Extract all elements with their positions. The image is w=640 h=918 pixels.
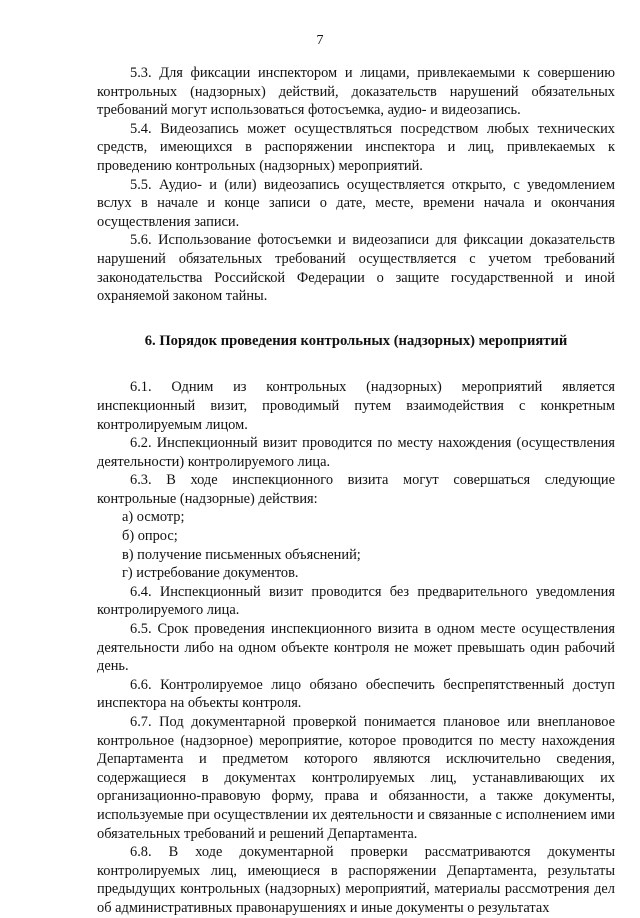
section-6-heading: 6. Порядок проведения контрольных (надзорных) мероприятий xyxy=(144,332,568,349)
paragraph-5-4: 5.4. Видеозапись может осуществляться посредством любых технических средств, имеющихся в распоряжении инспектора и лиц, привлекаемых к проведению контрольных (надзорных) мероприятий. xyxy=(97,120,615,174)
paragraph-6-3: 6.3. В ходе инспекционного визита могут совершаться следующие контрольные (надзорные) действия: xyxy=(97,472,615,507)
list-item-documents-request: г) истребование документов. xyxy=(122,565,299,582)
paragraph-6-8: 6.8. В ходе документарной проверки рассматриваются документы контролируемых лиц, имеющиеся в распоряжении Департамента, результаты предыдущих контрольных (надзорных) мероприятий, материалы рассмотрения дел об административных правонарушениях и иные документы о результатах xyxy=(97,844,615,916)
paragraph-6-5: 6.5. Срок проведения инспекционного визита в одном месте осуществления деятельности либо на одном объекте контроля не может превышать один рабочий день. xyxy=(97,621,615,675)
paragraph-6-7: 6.7. Под документарной проверкой понимается плановое или внеплановое контрольное (надзорное) мероприятие, которое проводится по месту нахождения Департамента и предметом которого являются исключительно сведения, содержащиеся в документах контролируемых лиц, устанавливающих их организационно-правовую форму, права и обязанности, а также документы, используемые при осуществлении их деятельности и связанные с исполнением ими обязательных требований и решений Департамента. xyxy=(97,714,615,842)
list-item-interview: б) опрос; xyxy=(122,528,178,545)
document-body xyxy=(97,64,615,918)
paragraph-6-1: 6.1. Одним из контрольных (надзорных) мероприятий является инспекционный визит, проводимый путем взаимодействия с конкретным контролируемым лицом. xyxy=(97,379,615,433)
page-number: 7 xyxy=(316,33,324,48)
paragraph-5-6: 5.6. Использование фотосъемки и видеозаписи для фиксации доказательств нарушений обязательных требований осуществляется с учетом требований законодательства Российской Федерации о защите государственной и иной охраняемой законом тайны. xyxy=(97,232,615,305)
paragraph-5-5: 5.5. Аудио- и (или) видеозапись осуществляется открыто, с уведомлением вслух в начале и конце записи о дате, месте, времени начала и окончания осуществления записи. xyxy=(97,176,615,230)
list-item-written-explanations: в) получение письменных объяснений; xyxy=(122,546,361,563)
paragraph-5-3: 5.3. Для фиксации инспектором и лицами, привлекаемыми к совершению контрольных (надзорных) действий, доказательств нарушений обязательных требований могут использоваться фотосъемка, аудио- и видеозапись. xyxy=(97,65,615,119)
paragraph-6-6: 6.6. Контролируемое лицо обязано обеспечить беспрепятственный доступ инспектора на объекты контроля. xyxy=(97,676,615,712)
list-item-inspection: а) осмотр; xyxy=(122,509,185,526)
paragraph-6-4: 6.4. Инспекционный визит проводится без предварительного уведомления контролируемого лица. xyxy=(97,583,615,619)
paragraph-6-2: 6.2. Инспекционный визит проводится по месту нахождения (осуществления деятельности) контролируемого лица. xyxy=(97,435,615,470)
